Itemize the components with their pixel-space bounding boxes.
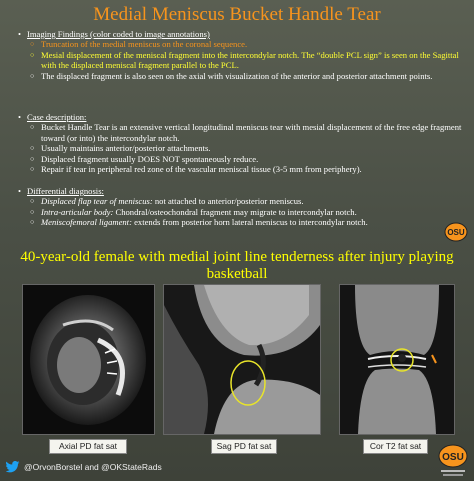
bullet-icon: • bbox=[18, 112, 22, 122]
circle-bullet-icon: ○ bbox=[30, 123, 35, 132]
sagittal-mri-image bbox=[163, 284, 321, 435]
coronal-caption: Cor T2 fat sat bbox=[363, 439, 428, 454]
finding-item: The displaced fragment is also seen on the axial with visualization of the anterior and posterior attachment points. bbox=[41, 70, 433, 81]
ddx-desc: Chondral/osteochondral fragment may migrate to intercondylar notch. bbox=[113, 206, 357, 217]
circle-bullet-icon: ○ bbox=[30, 165, 35, 174]
circle-bullet-icon: ○ bbox=[30, 218, 35, 227]
finding-item: Mesial displacement of the meniscal fragment into the intercondylar notch. The “double PCL sign” is seen on the Sagittal with the displaced meniscal fragment parallel to the PCL. bbox=[41, 49, 459, 71]
case-item: Bucket Handle Tear is an extensive vertical longitudinal meniscus tear with mesial displacement of the free edge fragment toward (or into) the intercondylar notch. bbox=[41, 122, 462, 143]
sagittal-caption: Sag PD fat sat bbox=[211, 439, 277, 454]
axial-caption: Axial PD fat sat bbox=[49, 439, 127, 454]
ddx-desc: not attached to anterior/posterior meniscus. bbox=[152, 196, 304, 207]
osu-medicine-logo-icon bbox=[437, 443, 469, 479]
footer bbox=[6, 461, 162, 473]
circle-bullet-icon: ○ bbox=[30, 154, 35, 163]
axial-mri-image bbox=[22, 284, 155, 435]
osu-logo-text: OSU bbox=[447, 228, 465, 237]
case-subtitle: 40-year-old female with medial joint line tenderness after injury playing basketball bbox=[20, 249, 454, 282]
case-item: Repair if tear in peripheral red zone of the vascular meniscal tissue (3-5 mm from periphery). bbox=[41, 164, 362, 175]
differential-section bbox=[18, 186, 464, 228]
ddx-term: Meniscofemoral ligament: bbox=[41, 217, 132, 228]
ddx-term: Displaced flap tear of meniscus: bbox=[41, 196, 153, 207]
bullet-icon: • bbox=[18, 29, 22, 39]
twitter-handles: @OrvonBorstel and @OKStateRads bbox=[24, 462, 162, 472]
imaging-findings-section bbox=[18, 29, 464, 81]
page-title: Medial Meniscus Bucket Handle Tear bbox=[93, 4, 381, 25]
bullet-icon: • bbox=[18, 186, 22, 196]
case-description-heading: Case description: bbox=[27, 112, 87, 122]
twitter-bird-icon bbox=[6, 461, 20, 473]
circle-bullet-icon: ○ bbox=[30, 40, 35, 49]
coronal-mri-image bbox=[339, 284, 455, 435]
circle-bullet-icon: ○ bbox=[30, 50, 35, 59]
case-description-section bbox=[18, 112, 464, 174]
ddx-term: Intra-articular body: bbox=[41, 206, 114, 217]
osu-logo-icon bbox=[444, 222, 468, 242]
differential-heading: Differential diagnosis: bbox=[27, 186, 104, 196]
case-item: Usually maintains anterior/posterior attachments. bbox=[41, 143, 211, 154]
circle-bullet-icon: ○ bbox=[30, 207, 35, 216]
osu-logo-text: OSU bbox=[442, 452, 464, 463]
case-item: Displaced fragment usually DOES NOT spontaneously reduce. bbox=[41, 153, 259, 164]
imaging-findings-heading: Imaging Findings (color coded to image annotations) bbox=[27, 29, 210, 39]
ddx-desc: extends from posterior horn lateral meniscus to intercondylar notch. bbox=[131, 217, 368, 228]
circle-bullet-icon: ○ bbox=[30, 71, 35, 80]
circle-bullet-icon: ○ bbox=[30, 197, 35, 206]
finding-item: Truncation of the medial meniscus on the coronal sequence. bbox=[41, 39, 248, 50]
circle-bullet-icon: ○ bbox=[30, 144, 35, 153]
